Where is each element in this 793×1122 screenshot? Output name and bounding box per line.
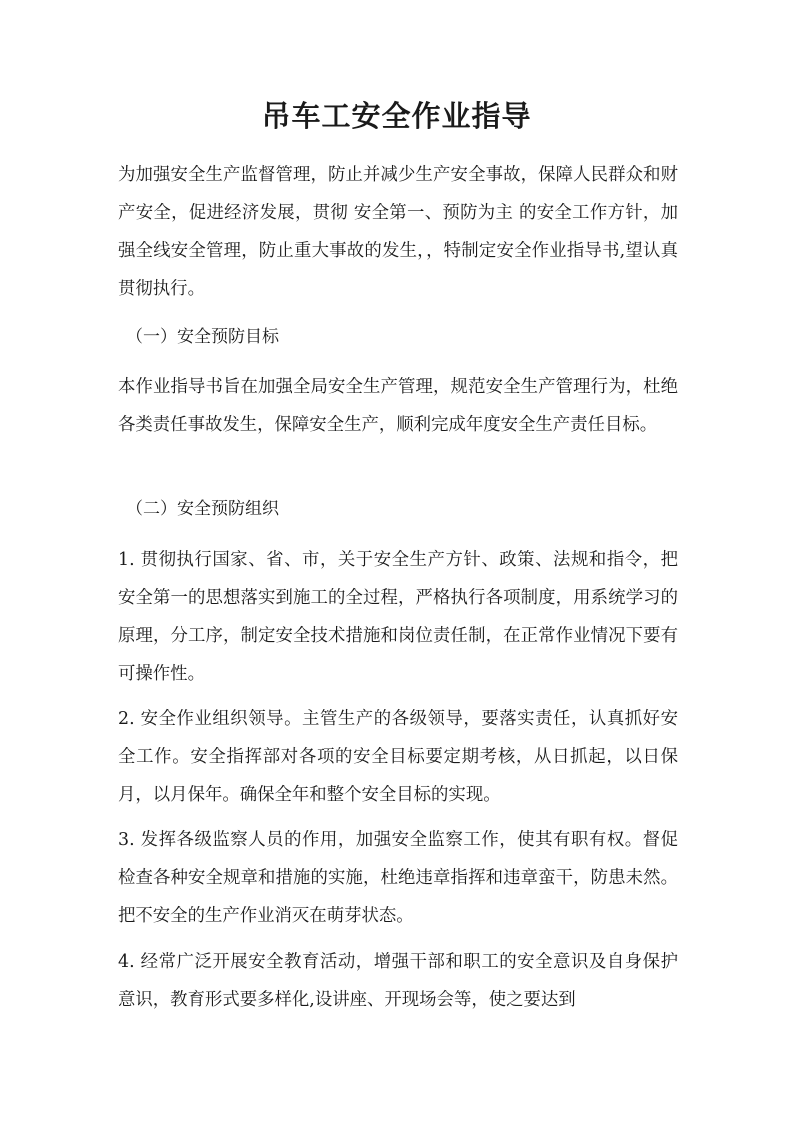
document-title: 吊车工安全作业指导 [261,99,532,133]
section-heading-organization: （二）安全预防组织 [126,499,279,519]
section-heading-targets: （一）安全预防目标 [126,327,279,347]
section-body-targets: 本作业指导书旨在加强全局安全生产管理，规范安全生产管理行为，杜绝各类责任事故发生，保障安全生产，顺利完成年度安全生产责任目标。 [118,377,678,435]
list-item-2: 2. 安全作业组织领导。主管生产的各级领导，要落实责任，认真抓好安全工作。安全指挥部对各项的安全目标要定期考核，从日抓起，以日保月，以月保年。确保全年和整个安全目标的实现。 [118,709,678,805]
intro-paragraph: 为加强安全生产监督管理，防止并减少生产安全事故，保障人民群众和财产安全，促进经济发展，贯彻 安全第一、预防为主 的安全工作方针，加强全线安全管理，防止重大事故的发生，，特制定安全作业指导书,望认真贯彻执行。 [118,165,678,299]
list-item-3: 3. 发挥各级监察人员的作用，加强安全监察工作，使其有职有权。督促检查各种安全规章和措施的实施，杜绝违章指挥和违章蛮干，防患未然。把不安全的生产作业消灭在萌芽状态。 [118,830,678,926]
list-item-4: 4. 经常广泛开展安全教育活动，增强干部和职工的安全意识及自身保护意识，教育形式要多样化,设讲座、开现场会等，使之要达到 [118,952,678,1010]
list-item-1: 1. 贯彻执行国家、省、市，关于安全生产方针、政策、法规和指令，把安全第一的思想落实到施工的全过程，严格执行各项制度，用系统学习的原理，分工序，制定安全技术措施和岗位责任制，在正常作业情况下要有可操作性。 [118,550,678,684]
